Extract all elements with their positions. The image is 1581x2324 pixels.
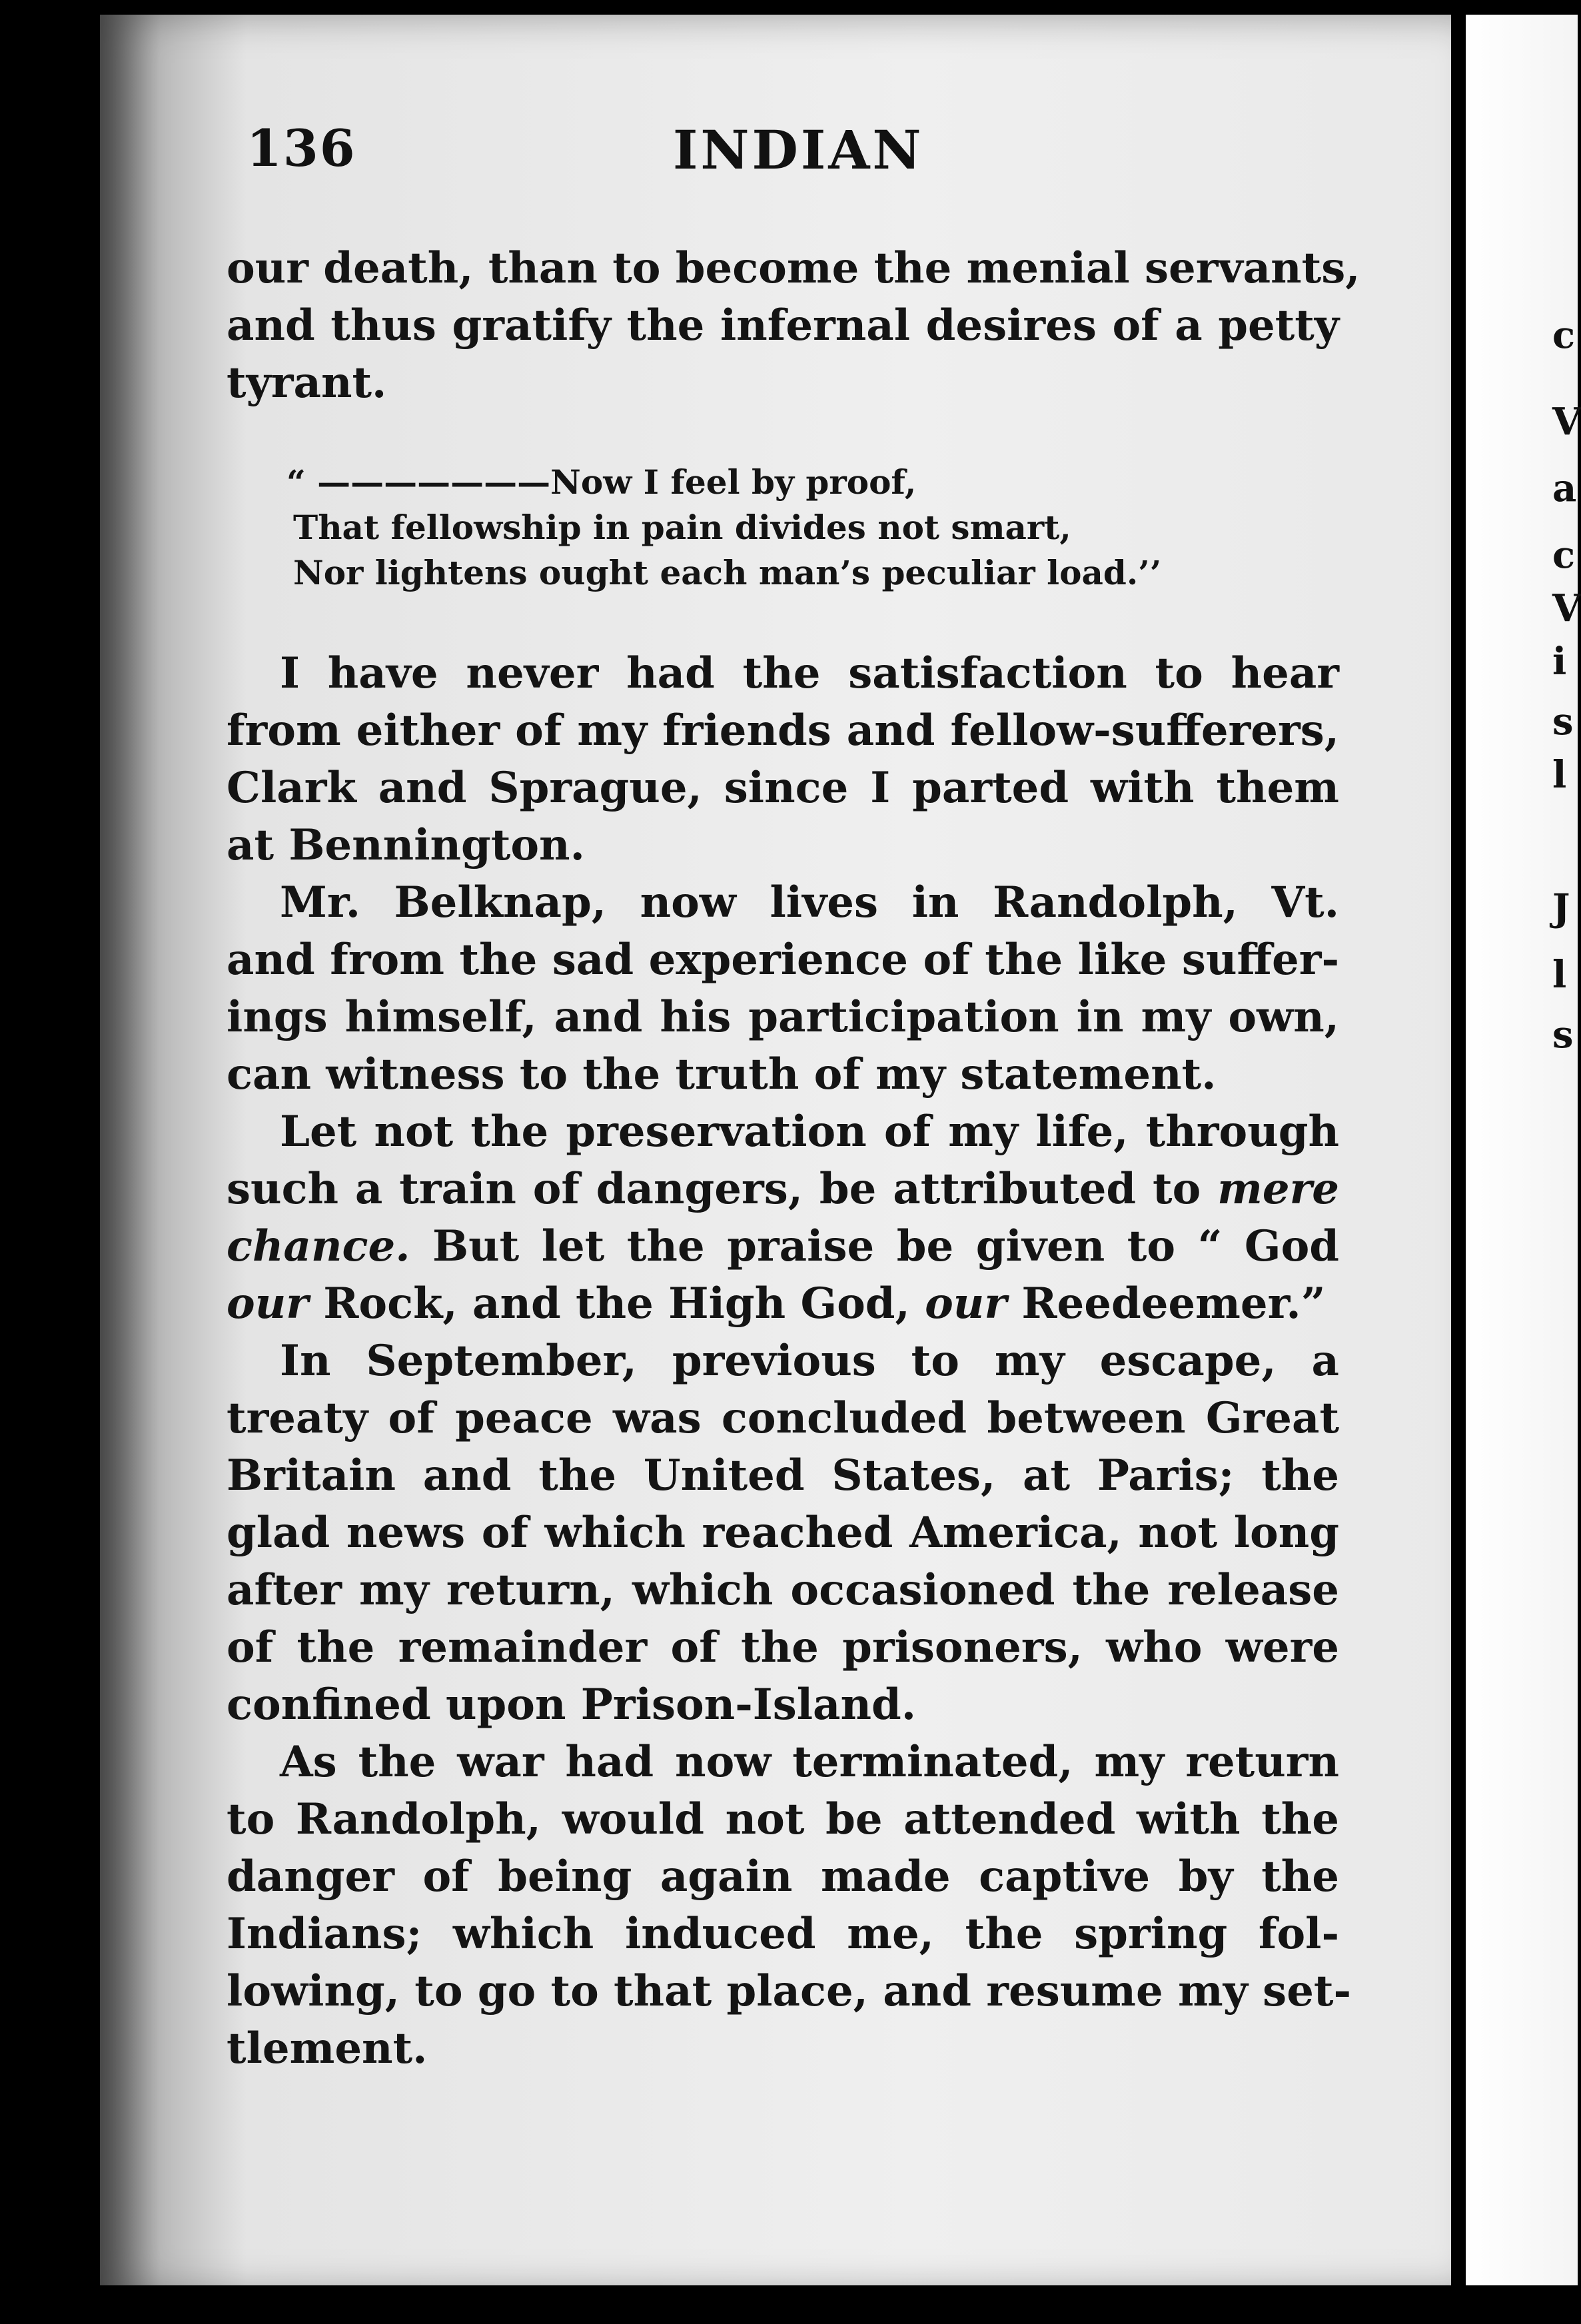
text-segment: Reedeemer.” bbox=[1021, 1279, 1326, 1329]
paragraph-treaty bbox=[227, 1333, 1339, 1734]
edge-letter: i bbox=[1552, 640, 1567, 684]
text-line: Let not the preservation of my life, through bbox=[280, 1107, 1339, 1157]
text-line: glad news of which reached America, not long bbox=[227, 1508, 1339, 1558]
edge-letter: l bbox=[1552, 953, 1567, 997]
edge-letter: l bbox=[1552, 753, 1567, 797]
text-line: can witness to the truth of my statement. bbox=[227, 1049, 1217, 1099]
paragraph-return bbox=[227, 1734, 1352, 2077]
verse-quotation bbox=[286, 460, 1219, 596]
paragraph-friends bbox=[227, 645, 1339, 874]
text-segment: such a train of dangers, be attributed to bbox=[227, 1164, 1201, 1214]
text-line: Clark and Sprague, since I parted with them bbox=[227, 763, 1339, 813]
text-line: I have never had the satisfaction to hear bbox=[280, 648, 1339, 698]
text-line: lowing, to go to that place, and resume my set- bbox=[227, 1966, 1352, 2016]
italic-word: our bbox=[227, 1279, 308, 1329]
text-line: to Randolph, would not be attended with the bbox=[227, 1794, 1339, 1844]
text-line: and from the sad experience of the like suffer- bbox=[227, 935, 1339, 985]
italic-word: mere bbox=[1217, 1164, 1339, 1214]
text-line: Britain and the United States, at Paris; the bbox=[227, 1451, 1339, 1500]
text-line bbox=[227, 1218, 1339, 1275]
text-line: tyrant. bbox=[227, 358, 387, 408]
paragraph-opening bbox=[227, 240, 1360, 412]
text-line: As the war had now terminated, my return bbox=[280, 1737, 1339, 1787]
edge-letter: s bbox=[1552, 1013, 1574, 1057]
edge-letter: J bbox=[1552, 886, 1570, 930]
text-line: from either of my friends and fellow-sufferers, bbox=[227, 706, 1339, 756]
edge-letter: c bbox=[1552, 313, 1576, 357]
italic-word: chance. bbox=[227, 1221, 410, 1271]
paragraph-belknap bbox=[227, 874, 1339, 1103]
text-line: after my return, which occasioned the release bbox=[227, 1565, 1339, 1615]
text-line: our death, than to become the menial servants, bbox=[227, 243, 1360, 293]
quote-line: Nor lightens ought each man’s peculiar load.’’ bbox=[293, 553, 1162, 592]
scan-bottom-border bbox=[0, 2285, 1578, 2324]
text-line: Mr. Belknap, now lives in Randolph, Vt. bbox=[280, 877, 1339, 927]
page-gutter-divider bbox=[1451, 13, 1466, 2319]
facing-page-edge-letters bbox=[1552, 0, 1581, 2324]
quote-line: That fellowship in pain divides not smart, bbox=[293, 508, 1071, 547]
text-line: confined upon Prison-Island. bbox=[227, 1680, 917, 1730]
running-head bbox=[247, 119, 1326, 192]
paragraph-preservation bbox=[227, 1103, 1339, 1333]
running-title: INDIAN bbox=[673, 119, 924, 181]
text-line: danger of being again made captive by the bbox=[227, 1852, 1339, 1902]
text-line: Indians; which induced me, the spring fol- bbox=[227, 1909, 1339, 1959]
text-line: ings himself, and his participation in my own, bbox=[227, 992, 1339, 1042]
text-line bbox=[227, 1161, 1339, 1218]
text-line: In September, previous to my escape, a bbox=[280, 1336, 1339, 1386]
italic-word: our bbox=[925, 1279, 1007, 1329]
text-line bbox=[227, 1275, 1339, 1333]
edge-letter: a bbox=[1552, 466, 1577, 510]
page-number: 136 bbox=[247, 119, 356, 178]
edge-letter: s bbox=[1552, 700, 1574, 744]
text-line: at Bennington. bbox=[227, 820, 585, 870]
text-line: and thus gratify the infernal desires of a petty bbox=[227, 300, 1339, 350]
text-line: of the remainder of the prisoners, who were bbox=[227, 1622, 1339, 1672]
text-line: treaty of peace was concluded between Great bbox=[227, 1393, 1339, 1443]
edge-letter: V bbox=[1552, 400, 1581, 444]
text-line: tlement. bbox=[227, 2024, 428, 2073]
edge-letter: c bbox=[1552, 533, 1576, 577]
quote-line: “ ———————Now I feel by proof, bbox=[286, 462, 917, 502]
edge-letter: V bbox=[1552, 586, 1581, 630]
text-segment: Rock, and the High God, bbox=[323, 1279, 910, 1329]
text-segment: But let the praise be given to “ God bbox=[432, 1221, 1340, 1271]
